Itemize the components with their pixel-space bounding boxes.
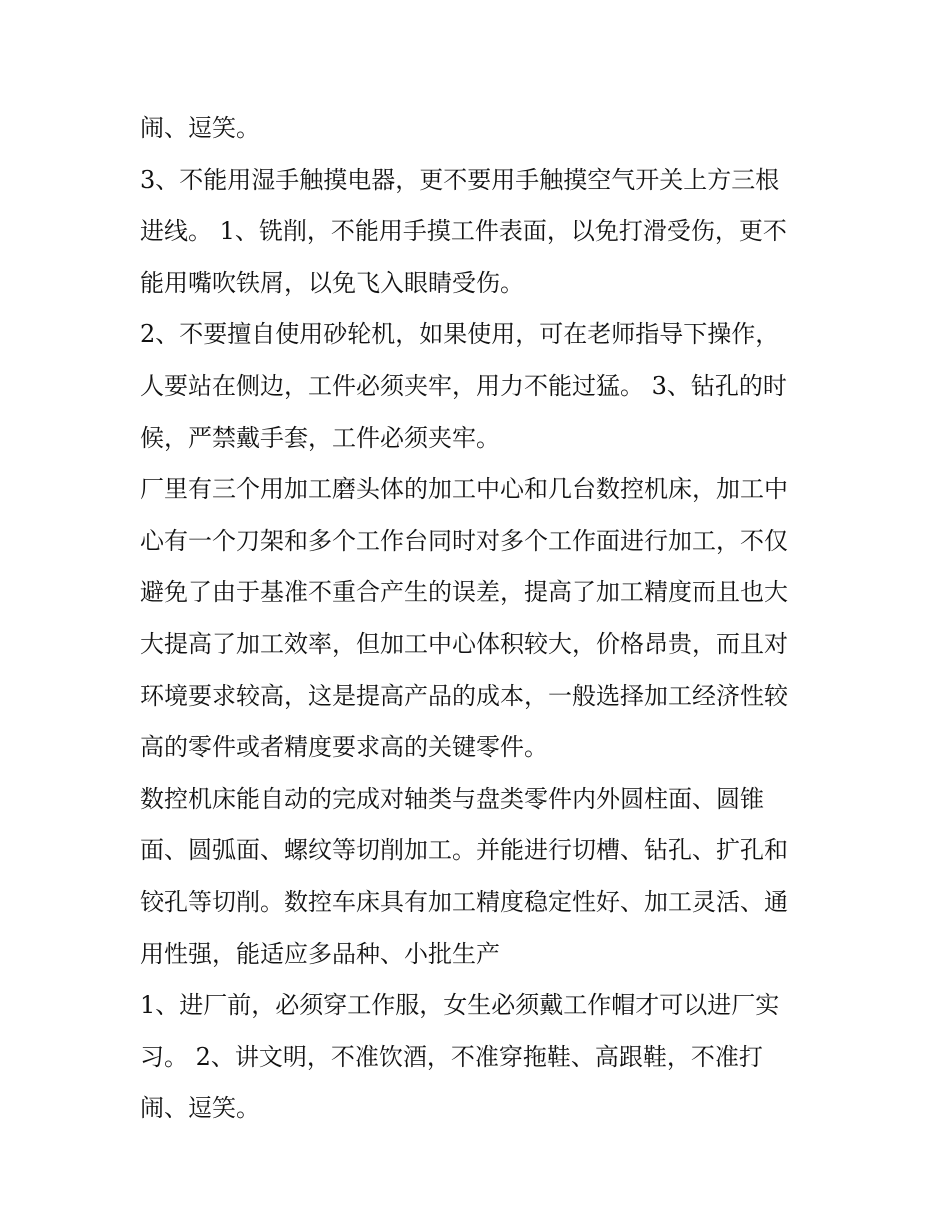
text-line: 大提高了加工效率，但加工中心体积较大，价格昂贵，而且对 (140, 629, 788, 658)
text-line: 闹、逗笑。 (140, 114, 260, 142)
text-line: 高的零件或者精度要求高的关键零件。 (140, 733, 548, 762)
document-page (140, 108, 830, 1140)
text-line: 3、不能用湿手触摸电器，更不要用手触摸空气开关上方三根 (140, 165, 780, 194)
text-line: 用性强，能适应多品种、小批生产 (140, 939, 500, 968)
text-line: 进线。 1、铣削，不能用手摸工件表面，以免打滑受伤，更不 (140, 217, 787, 246)
text-line: 候，严禁戴手套，工件必须夹牢。 (140, 423, 500, 452)
text-line: 习。 2、讲文明，不准饮酒，不准穿拖鞋、高跟鞋，不准打 (140, 1042, 763, 1071)
text-line: 厂里有三个用加工磨头体的加工中心和几台数控机床，加工中 (140, 475, 788, 504)
text-line: 铰孔等切削。数控车床具有加工精度稳定性好、加工灵活、通 (140, 887, 788, 916)
text-line: 能用嘴吹铁屑，以免飞入眼睛受伤。 (140, 268, 524, 297)
text-line: 人要站在侧边，工件必须夹牢，用力不能过猛。 3、钻孔的时 (140, 371, 787, 400)
text-line: 数控机床能自动的完成对轴类与盘类零件内外圆柱面、圆锥 (140, 784, 764, 813)
text-line: 环境要求较高，这是提高产品的成本，一般选择加工经济性较 (140, 681, 788, 710)
text-line: 1、进厂前，必须穿工作服，女生必须戴工作帽才可以进厂实 (140, 991, 780, 1020)
text-line: 心有一个刀架和多个工作台同时对多个工作面进行加工，不仅 (140, 526, 788, 555)
text-line: 面、圆弧面、螺纹等切削加工。并能进行切槽、钻孔、扩孔和 (140, 836, 788, 865)
text-line: 避免了由于基准不重合产生的误差，提高了加工精度而且也大 (140, 578, 788, 607)
text-line: 2、不要擅自使用砂轮机，如果使用，可在老师指导下操作， (140, 320, 780, 349)
text-line: 闹、逗笑。 (140, 1094, 260, 1123)
